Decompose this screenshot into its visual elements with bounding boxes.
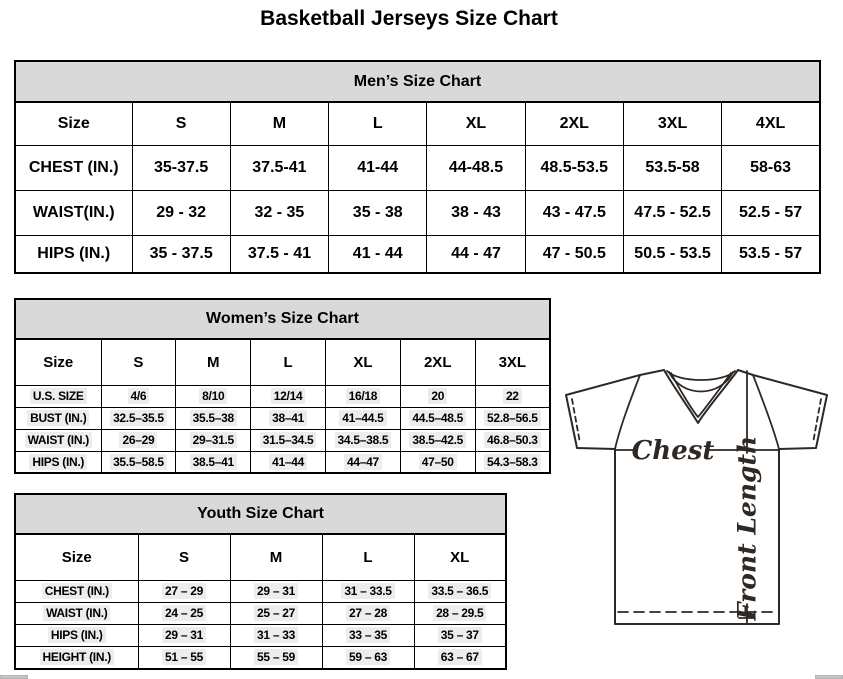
youth-column-header-xl: XL (414, 534, 506, 580)
cell-value: 26–29 (119, 432, 157, 448)
cell-value: 31 – 33.5 (341, 583, 394, 599)
cell-value: 55 – 59 (254, 649, 298, 665)
youth-column-header-s: S (138, 534, 230, 580)
cell-value: 41 - 44 (352, 244, 403, 262)
men-column-header-s: S (132, 102, 230, 145)
chest-label: Chest (631, 436, 715, 466)
table-row (15, 407, 550, 429)
cell-value: 8/10 (199, 388, 227, 404)
table-row (15, 429, 550, 451)
women-column-header-xl: XL (325, 339, 400, 385)
row-label: HIPS (IN.) (29, 454, 87, 470)
youth-chart-title: Youth Size Chart (15, 494, 506, 534)
cell-value: 46.8–50.3 (484, 432, 541, 448)
cell-value: 51 – 55 (162, 649, 206, 665)
cell-value: 38 - 43 (451, 203, 501, 221)
jersey-measurement-diagram (556, 361, 843, 658)
front-length-label: Front Length (732, 435, 762, 621)
cell-value: 35-37.5 (154, 158, 209, 176)
men-column-header-4xl: 4XL (722, 102, 820, 145)
cell-value: 44-48.5 (448, 158, 504, 176)
cell-value: 47 - 50.5 (542, 244, 606, 262)
scrollbar-right-thumb[interactable] (815, 675, 843, 679)
cell-value: 37.5 - 41 (247, 244, 311, 262)
youth-column-header-m: M (230, 534, 322, 580)
cell-value: 50.5 - 53.5 (634, 244, 711, 262)
cell-value: 44 - 47 (451, 244, 501, 262)
table-row (15, 580, 506, 602)
page-title: Basketball Jerseys Size Chart (260, 7, 558, 30)
row-label: U.S. SIZE (30, 388, 87, 404)
right-cuff-dashed-line (813, 399, 821, 443)
cell-value: 37.5-41 (252, 158, 307, 176)
cell-value: 33.5 – 36.5 (428, 583, 491, 599)
cell-value: 27 – 28 (346, 605, 390, 621)
cell-value: 52.5 - 57 (739, 203, 803, 221)
cell-value: 12/14 (271, 388, 306, 404)
cell-value: 38.5–42.5 (409, 432, 466, 448)
left-cuff-dashed-line (572, 399, 580, 443)
table-row (15, 145, 820, 190)
cell-value: 4/6 (128, 388, 150, 404)
cell-value: 41–44 (269, 454, 307, 470)
table-row (15, 235, 820, 273)
table-row (15, 602, 506, 624)
cell-value: 44–47 (344, 454, 382, 470)
women-column-header-size: Size (15, 339, 101, 385)
cell-value: 32 - 35 (254, 203, 305, 221)
cell-value: 53.5-58 (645, 158, 700, 176)
cell-value: 47.5 - 52.5 (634, 203, 711, 221)
jersey-collar-band-1 (667, 371, 735, 380)
cell-value: 24 – 25 (162, 605, 206, 621)
womens-size-table (14, 298, 551, 474)
cell-value: 29 - 32 (156, 203, 207, 221)
cell-value: 59 – 63 (346, 649, 390, 665)
cell-value: 41–44.5 (339, 410, 386, 426)
women-column-header-s: S (101, 339, 176, 385)
men-column-header-l: L (329, 102, 427, 145)
cell-value: 27 – 29 (162, 583, 206, 599)
men-chart-title: Men’s Size Chart (15, 61, 820, 102)
men-column-header-3xl: 3XL (623, 102, 721, 145)
cell-value: 53.5 - 57 (739, 244, 803, 262)
women-column-header-l: L (251, 339, 326, 385)
cell-value: 25 – 27 (254, 605, 298, 621)
men-column-header-xl: XL (427, 102, 525, 145)
cell-value: 41-44 (357, 158, 399, 176)
cell-value: 54.3–58.3 (484, 454, 541, 470)
row-label: HIPS (IN.) (48, 627, 106, 643)
cell-value: 22 (503, 388, 522, 404)
women-column-header-m: M (176, 339, 251, 385)
row-label: HEIGHT (IN.) (40, 649, 114, 665)
mens-size-table (14, 60, 821, 274)
cell-value: 35 - 38 (352, 203, 403, 221)
cell-value: 32.5–35.5 (110, 410, 167, 426)
women-column-header-3xl: 3XL (475, 339, 550, 385)
cell-value: 38–41 (269, 410, 307, 426)
youth-column-header-l: L (322, 534, 414, 580)
jersey-right-sleeve (753, 375, 827, 449)
jersey-left-sleeve (566, 375, 640, 449)
table-row (15, 190, 820, 235)
cell-value: 63 – 67 (438, 649, 482, 665)
cell-value: 20 (428, 388, 447, 404)
cell-value: 33 – 35 (346, 627, 390, 643)
scrollbar-left-thumb[interactable] (0, 675, 28, 679)
row-label: WAIST(IN.) (32, 203, 115, 221)
cell-value: 58-63 (750, 158, 792, 176)
youth-size-table (14, 493, 507, 670)
row-label: CHEST (IN.) (28, 158, 119, 176)
cell-value: 16/18 (346, 388, 381, 404)
cell-value: 29 – 31 (254, 583, 298, 599)
cell-value: 35.5–38 (190, 410, 237, 426)
women-column-header-2xl: 2XL (400, 339, 475, 385)
table-row (15, 624, 506, 646)
youth-column-header-size: Size (15, 534, 138, 580)
table-row (15, 451, 550, 473)
cell-value: 28 – 29.5 (433, 605, 486, 621)
men-column-header-size: Size (15, 102, 132, 145)
row-label: BUST (IN.) (27, 410, 89, 426)
cell-value: 34.5–38.5 (335, 432, 392, 448)
cell-value: 31 – 33 (254, 627, 298, 643)
cell-value: 47–50 (419, 454, 457, 470)
cell-value: 35 - 37.5 (149, 244, 213, 262)
row-label: CHEST (IN.) (42, 583, 112, 599)
cell-value: 38.5–41 (190, 454, 237, 470)
row-label: WAIST (IN.) (43, 605, 110, 621)
row-label: WAIST (IN.) (25, 432, 92, 448)
cell-value: 35.5–58.5 (110, 454, 167, 470)
men-column-header-2xl: 2XL (525, 102, 623, 145)
cell-value: 52.8–56.5 (484, 410, 541, 426)
men-column-header-m: M (230, 102, 328, 145)
cell-value: 35 – 37 (438, 627, 482, 643)
table-row (15, 646, 506, 669)
cell-value: 29–31.5 (190, 432, 237, 448)
cell-value: 31.5–34.5 (260, 432, 317, 448)
table-row (15, 385, 550, 407)
horizontal-scrollbar[interactable] (0, 674, 843, 679)
cell-value: 29 – 31 (162, 627, 206, 643)
cell-value: 43 - 47.5 (542, 203, 606, 221)
women-chart-title: Women’s Size Chart (15, 299, 550, 339)
cell-value: 48.5-53.5 (540, 158, 609, 176)
row-label: HIPS (IN.) (37, 244, 111, 262)
cell-value: 44.5–48.5 (409, 410, 466, 426)
